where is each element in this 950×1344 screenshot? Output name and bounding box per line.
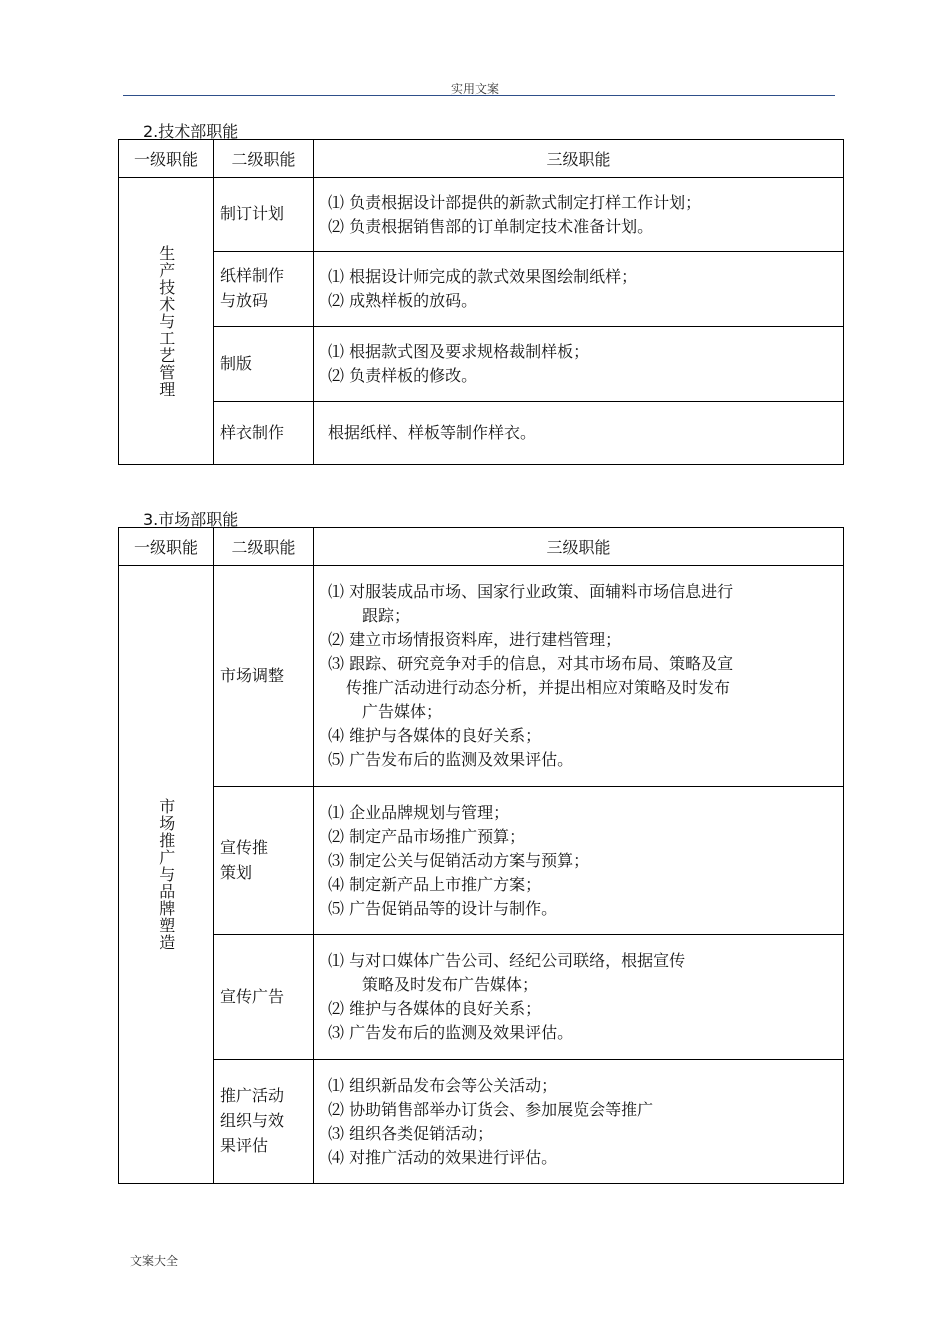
page-footer: 文案大全: [130, 1254, 179, 1268]
level2-cell: 样衣制作: [214, 402, 314, 465]
level2-cell: 推广活动 组织与效 果评估: [214, 1060, 314, 1184]
level1-label: 生产技术与工艺管理: [156, 244, 176, 398]
section-title-market: 3.市场部职能: [143, 510, 239, 529]
level3-cell: ⑴ 与对口媒体广告公司、经纪公司联络，根据宣传 策略及时发布广告媒体； ⑵ 维护与各媒体的良好关系； ⑶ 广告发布后的监测及效果评估。: [314, 935, 844, 1060]
section-title-tech: 2.技术部职能: [143, 122, 239, 141]
table-row: [119, 327, 844, 402]
table-row: [119, 787, 844, 935]
header-divider: [123, 95, 835, 96]
page-header: 实用文案: [450, 82, 499, 96]
level3-cell: ⑴ 对服装成品市场、国家行业政策、面辅料市场信息进行 跟踪； ⑵ 建立市场情报资料库，进行建档管理； ⑶ 跟踪、研究竞争对手的信息，对其市场布局、策略及宣 传推广活动进行动态分析，并提出相应对策略及时发布 广告媒体； ⑷ 维护与各媒体的良好关系； ⑸ 广告发布后的监测及效果评估。: [314, 566, 844, 787]
level3-cell: 根据纸样、样板等制作样衣。: [314, 402, 844, 465]
table-row: [119, 178, 844, 252]
header-level3: 三级职能: [314, 140, 844, 178]
tech-duty-table: [118, 139, 844, 465]
level2-cell: 宣传广告: [214, 935, 314, 1060]
header-level3: 三级职能: [314, 528, 844, 566]
level1-label: 市场推广与品牌塑造: [156, 798, 176, 951]
table-header-row: [119, 140, 844, 178]
table-row: [119, 1060, 844, 1184]
level1-cell: [119, 178, 214, 465]
table-row: [119, 402, 844, 465]
level2-cell: 纸样制作 与放码: [214, 252, 314, 327]
level2-cell: 市场调整: [214, 566, 314, 787]
level2-cell: 制订计划: [214, 178, 314, 252]
table-row: [119, 252, 844, 327]
header-level1: 一级职能: [119, 528, 214, 566]
level3-cell: ⑴ 企业品牌规划与管理； ⑵ 制定产品市场推广预算； ⑶ 制定公关与促销活动方案与预算； ⑷ 制定新产品上市推广方案； ⑸ 广告促销品等的设计与制作。: [314, 787, 844, 935]
header-level2: 二级职能: [214, 528, 314, 566]
level3-cell: ⑴ 根据设计师完成的款式效果图绘制纸样； ⑵ 成熟样板的放码。: [314, 252, 844, 327]
table-row: [119, 566, 844, 787]
level2-cell: 宣传推 策划: [214, 787, 314, 935]
level1-cell: [119, 566, 214, 1184]
header-level1: 一级职能: [119, 140, 214, 178]
level3-cell: ⑴ 负责根据设计部提供的新款式制定打样工作计划； ⑵ 负责根据销售部的订单制定技术准备计划。: [314, 178, 844, 252]
level3-cell: ⑴ 根据款式图及要求规格裁制样板； ⑵ 负责样板的修改。: [314, 327, 844, 402]
level3-cell: ⑴ 组织新品发布会等公关活动； ⑵ 协助销售部举办订货会、参加展览会等推广 ⑶ 组织各类促销活动； ⑷ 对推广活动的效果进行评估。: [314, 1060, 844, 1184]
level2-cell: 制版: [214, 327, 314, 402]
table-row: [119, 935, 844, 1060]
table-header-row: [119, 528, 844, 566]
market-duty-table: [118, 527, 844, 1184]
header-level2: 二级职能: [214, 140, 314, 178]
